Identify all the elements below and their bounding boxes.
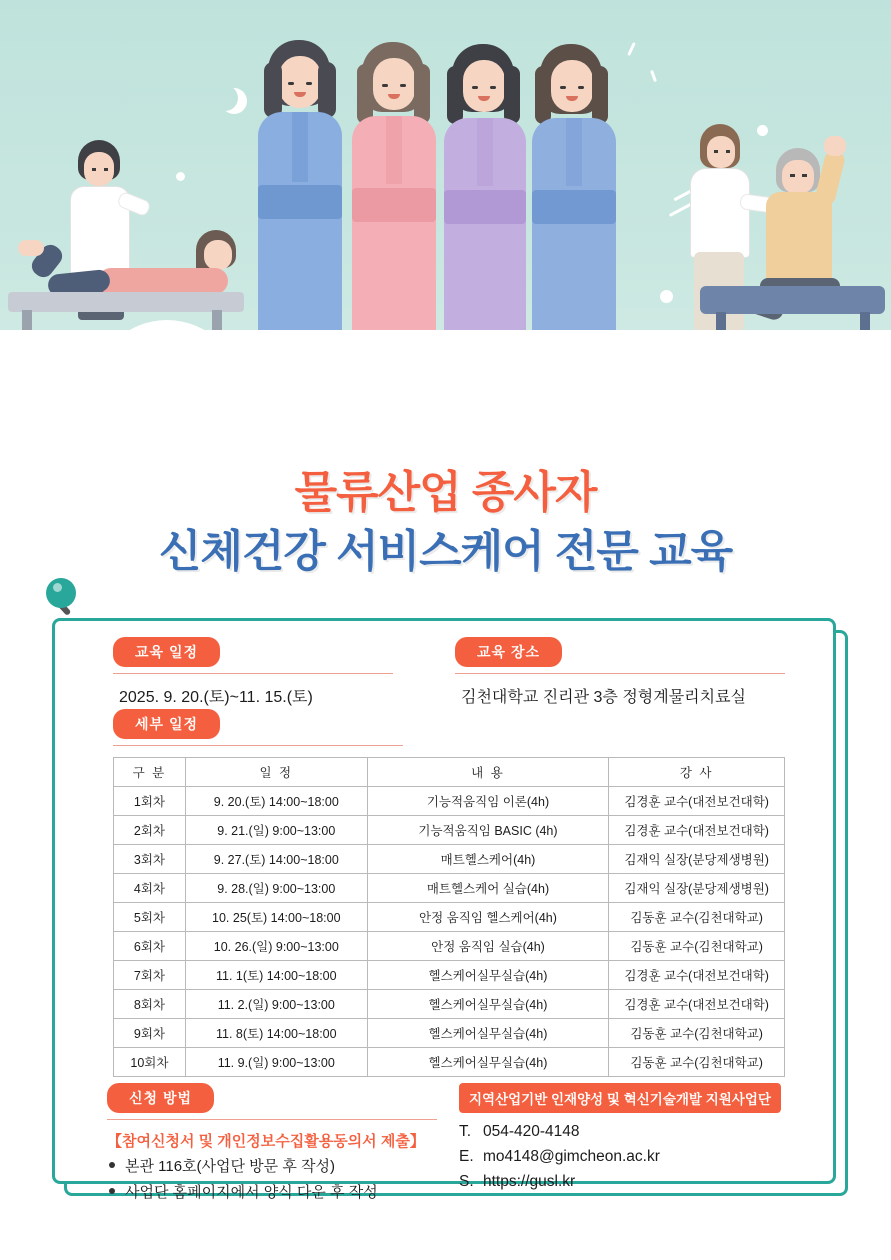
table-row [114, 787, 785, 816]
cell-instructor: 김동훈 교수(김천대학교) [609, 1048, 785, 1077]
cell-date: 11. 1(토) 14:00~18:00 [185, 961, 367, 990]
contact-phone-row [459, 1123, 805, 1141]
cell-date: 9. 28.(일) 9:00~13:00 [185, 874, 367, 903]
cell-session: 8회차 [114, 990, 186, 1019]
treatment-table-left [8, 292, 244, 312]
dot-decoration [757, 125, 768, 136]
site-key: S. [459, 1173, 474, 1190]
cell-date: 9. 21.(일) 9:00~13:00 [185, 816, 367, 845]
column-header: 강 사 [609, 758, 785, 787]
hero-illustration [0, 0, 891, 470]
cell-session: 7회차 [114, 961, 186, 990]
cell-content: 기능적움직임 이론(4h) [367, 787, 609, 816]
cell-instructor: 김재익 실장(분당제생병원) [609, 874, 785, 903]
table-row [114, 990, 785, 1019]
cell-instructor: 김동훈 교수(김천대학교) [609, 932, 785, 961]
list-item: 본관 116호(사업단 방문 후 작성) [107, 1155, 437, 1176]
cell-session: 9회차 [114, 1019, 186, 1048]
cell-content: 매트헬스케어 실습(4h) [367, 874, 609, 903]
cell-content: 기능적움직임 BASIC (4h) [367, 816, 609, 845]
cell-content: 매트헬스케어(4h) [367, 845, 609, 874]
cell-instructor: 김경훈 교수(대전보건대학) [609, 816, 785, 845]
section-apply [107, 1083, 437, 1207]
cell-date: 11. 2.(일) 9:00~13:00 [185, 990, 367, 1019]
cell-session: 4회차 [114, 874, 186, 903]
schedule-label: 교육 일정 [113, 637, 220, 667]
email-key: E. [459, 1148, 474, 1165]
treatment-table-right [700, 286, 885, 314]
apply-heading: 【참여신청서 및 개인정보수집활용동의서 제출】 [107, 1133, 425, 1150]
cell-session: 3회차 [114, 845, 186, 874]
contact-site-row[interactable] [459, 1173, 805, 1191]
table-row [114, 903, 785, 932]
dot-decoration [176, 172, 185, 181]
title-line-2: 신체건강 서비스케어 전문 교육 [158, 526, 733, 576]
cell-session: 2회차 [114, 816, 186, 845]
site-value[interactable]: https://gusl.kr [483, 1173, 576, 1190]
poster-title [0, 468, 891, 577]
apply-bullet-list [107, 1155, 437, 1202]
cell-date: 11. 8(토) 14:00~18:00 [185, 1019, 367, 1048]
cell-content: 안정 움직임 실습(4h) [367, 932, 609, 961]
place-label: 교육 장소 [455, 637, 562, 667]
cell-session: 5회차 [114, 903, 186, 932]
cell-content: 헬스케어실무실습(4h) [367, 961, 609, 990]
section-place [455, 637, 785, 707]
apply-label: 신청 방법 [107, 1083, 214, 1113]
column-header: 내 용 [367, 758, 609, 787]
cell-date: 11. 9.(일) 9:00~13:00 [185, 1048, 367, 1077]
phone-value: 054-420-4148 [483, 1123, 580, 1140]
cell-content: 안정 움직임 헬스케어(4h) [367, 903, 609, 932]
table-header-row [114, 758, 785, 787]
column-header: 구 분 [114, 758, 186, 787]
table-row [114, 1019, 785, 1048]
dot-decoration [660, 290, 673, 303]
cell-content: 헬스케어실무실습(4h) [367, 1048, 609, 1077]
table-row [114, 874, 785, 903]
cell-instructor: 김경훈 교수(대전보건대학) [609, 990, 785, 1019]
sparkle-icon [627, 42, 636, 56]
divider [113, 673, 393, 674]
section-detail-label [113, 709, 403, 746]
title-line-1: 물류산업 종사자 [294, 468, 597, 517]
table-row [114, 816, 785, 845]
divider [455, 673, 785, 674]
cell-session: 6회차 [114, 932, 186, 961]
divider [113, 745, 403, 746]
table-row [114, 1048, 785, 1077]
cell-date: 10. 25(토) 14:00~18:00 [185, 903, 367, 932]
section-schedule [113, 637, 393, 707]
schedule-table [113, 757, 785, 1077]
contact-email-row[interactable] [459, 1148, 805, 1166]
cell-content: 헬스케어실무실습(4h) [367, 1019, 609, 1048]
list-item: 사업단 홈페이지에서 양식 다운 후 작성 [107, 1181, 437, 1202]
column-header: 일 정 [185, 758, 367, 787]
cell-instructor: 김재익 실장(분당제생병원) [609, 845, 785, 874]
section-contact [459, 1083, 805, 1198]
table-row [114, 845, 785, 874]
email-value[interactable]: mo4148@gimcheon.ac.kr [483, 1148, 660, 1165]
cell-date: 9. 20.(토) 14:00~18:00 [185, 787, 367, 816]
place-value: 김천대학교 진리관 3층 정형계물리치료실 [461, 689, 746, 706]
cell-instructor: 김동훈 교수(김천대학교) [609, 1019, 785, 1048]
table-row [114, 961, 785, 990]
moon-icon [212, 85, 238, 111]
cell-date: 9. 27.(토) 14:00~18:00 [185, 845, 367, 874]
sparkle-icon [650, 70, 657, 82]
contact-list [459, 1123, 805, 1191]
cell-instructor: 김경훈 교수(대전보건대학) [609, 961, 785, 990]
schedule-value: 2025. 9. 20.(토)~11. 15.(토) [119, 689, 313, 706]
phone-key: T. [459, 1123, 472, 1140]
cell-content: 헬스케어실무실습(4h) [367, 990, 609, 1019]
cell-date: 10. 26.(일) 9:00~13:00 [185, 932, 367, 961]
table-row [114, 932, 785, 961]
info-card [52, 618, 836, 1201]
cell-session: 10회차 [114, 1048, 186, 1077]
detail-label: 세부 일정 [113, 709, 220, 739]
cell-instructor: 김동훈 교수(김천대학교) [609, 903, 785, 932]
divider [107, 1119, 437, 1120]
cell-instructor: 김경훈 교수(대전보건대학) [609, 787, 785, 816]
contact-org-label: 지역산업기반 인재양성 및 혁신기술개발 지원사업단 [459, 1083, 781, 1113]
cell-session: 1회차 [114, 787, 186, 816]
